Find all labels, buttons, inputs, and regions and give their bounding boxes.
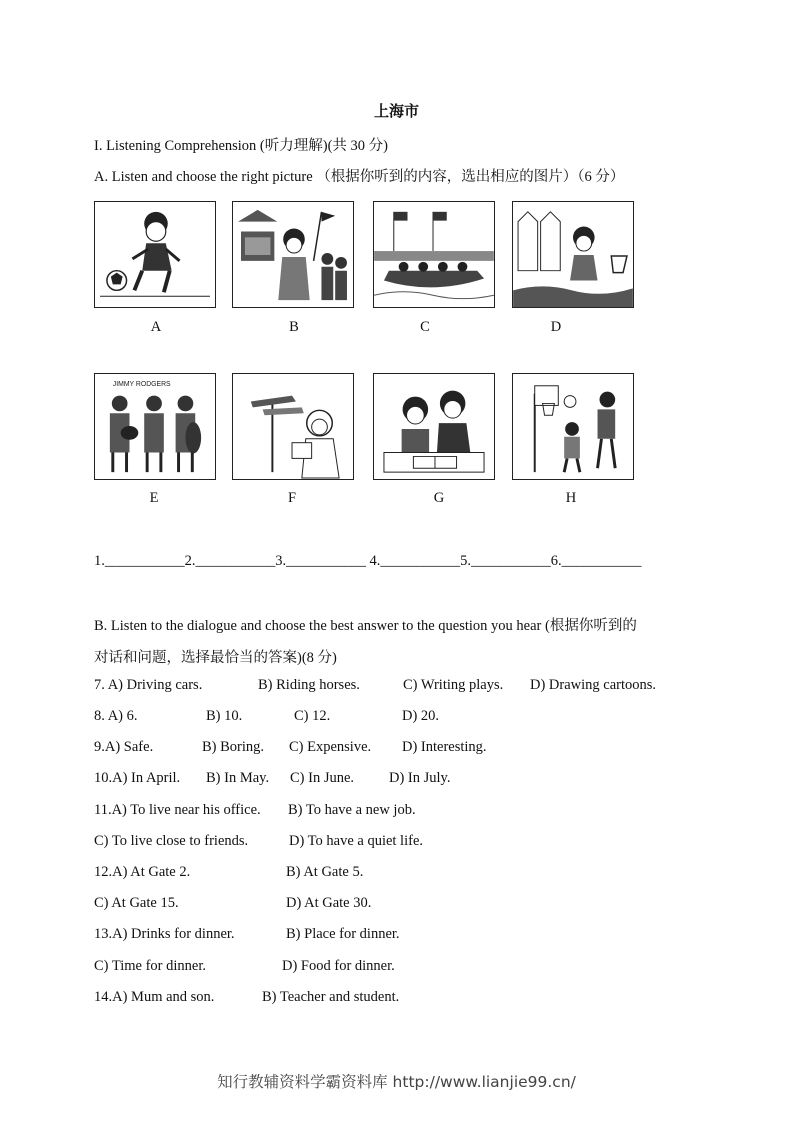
picture-a: [94, 201, 216, 308]
option: D) At Gate 30.: [286, 895, 372, 911]
option: C) In June.: [290, 770, 355, 786]
girl-signpost-icon: [233, 374, 353, 479]
picture-b: [232, 201, 354, 308]
option: 13.A) Drinks for dinner.: [94, 926, 235, 942]
sign-text: JIMMY RODGERS: [112, 380, 171, 388]
option: B) In May.: [206, 770, 270, 786]
option: 8. A) 6.: [94, 708, 138, 724]
dragon-boat-icon: [374, 202, 494, 307]
picture-label: D: [550, 319, 562, 335]
option: D) Interesting.: [402, 739, 487, 755]
section-heading: I. Listening Comprehension (听力理解)(共 30 分): [94, 138, 388, 154]
option: C) Expensive.: [289, 739, 372, 755]
option: C) To live close to friends.: [94, 833, 249, 849]
option: D) Food for dinner.: [282, 958, 395, 974]
option: B) Boring.: [202, 739, 265, 755]
option: 9.A) Safe.: [94, 739, 154, 755]
option: B) Place for dinner.: [286, 926, 400, 942]
option: B) At Gate 5.: [286, 864, 364, 880]
footer-watermark: 知行教辅资料学霸资料库 http://www.lianjie99.cn/: [217, 1073, 576, 1091]
girl-gardening-icon: [513, 202, 633, 307]
picture-d: [512, 201, 634, 308]
option: C) Writing plays.: [403, 677, 504, 693]
option: B) Riding horses.: [258, 677, 360, 693]
picture-c: [373, 201, 495, 308]
option: 14.A) Mum and son.: [94, 989, 215, 1005]
option: B) To have a new job.: [288, 802, 416, 818]
option: C) 12.: [294, 708, 331, 724]
picture-f: [232, 373, 354, 480]
option: B) 10.: [206, 708, 243, 724]
picture-label: H: [565, 490, 577, 506]
picture-h: [512, 373, 634, 480]
picture-label: B: [289, 319, 299, 335]
picture-g: [373, 373, 495, 480]
option: 11.A) To live near his office.: [94, 802, 261, 818]
picture-label: F: [287, 490, 297, 506]
picture-label: C: [420, 319, 430, 335]
option: D) In July.: [389, 770, 451, 786]
tour-guide-flag-icon: [233, 202, 353, 307]
picture-label: A: [150, 319, 162, 335]
option: B) Teacher and student.: [262, 989, 400, 1005]
option: D) Drawing cartoons.: [530, 677, 657, 693]
picture-label: G: [433, 490, 445, 506]
kids-basketball-icon: [513, 374, 633, 479]
picture-label: E: [149, 490, 159, 506]
part-b-instruction-cont: 对话和问题，选择最恰当的答案)(8 分): [94, 650, 337, 666]
option: C) At Gate 15.: [94, 895, 179, 911]
part-a-instruction: A. Listen and choose the right picture （根据你听到的内容，选出相应的图片）（6 分）: [94, 169, 625, 185]
boy-soccer-ball-icon: [95, 202, 215, 307]
option: D) To have a quiet life.: [289, 833, 424, 849]
page-title: 上海市: [373, 104, 419, 120]
option: 10.A) In April.: [94, 770, 181, 786]
option: C) Time for dinner.: [94, 958, 206, 974]
band-musicians-icon: [95, 374, 215, 479]
option: 12.A) At Gate 2.: [94, 864, 191, 880]
option: 7. A) Driving cars.: [94, 677, 203, 693]
part-b-instruction: B. Listen to the dialogue and choose the best answer to the question you hear (根据你听到的: [94, 618, 637, 634]
answer-blanks: 1.___________2.___________3.___________ 4.___________5.___________6.___________: [94, 553, 642, 569]
picture-e: [94, 373, 216, 480]
option: D) 20.: [402, 708, 440, 724]
students-studying-icon: [374, 374, 494, 479]
